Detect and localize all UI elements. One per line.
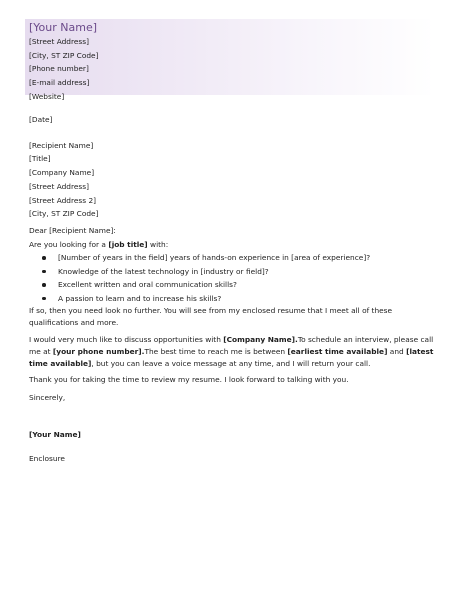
enclosure: Enclosure bbox=[29, 454, 65, 464]
paragraph-contact bbox=[29, 334, 439, 371]
recipient-company: [Company Name] bbox=[29, 168, 95, 178]
letter-date: [Date] bbox=[29, 115, 53, 125]
signature-text: [Your Name] bbox=[29, 430, 81, 440]
intro-text-end: with: bbox=[147, 239, 169, 249]
letter-body bbox=[29, 21, 439, 466]
contact-text: I would very much like to discuss opportunities with bbox=[29, 334, 224, 344]
sender-block bbox=[29, 21, 439, 104]
list-item-text: [Number of years in the field] years of hands-on experience in [area of experience]? bbox=[58, 253, 371, 263]
recipient-city: [City, ST ZIP Code] bbox=[29, 209, 99, 219]
phone-number: [your phone number]. bbox=[52, 346, 145, 356]
qualifications-list bbox=[29, 251, 439, 305]
bullet-icon bbox=[42, 270, 46, 274]
contact-text: and bbox=[387, 346, 407, 356]
contact-text: To schedule an interview, please call me at bbox=[29, 334, 434, 356]
sender-name: [Your Name] bbox=[29, 21, 98, 34]
recipient-name: [Recipient Name] bbox=[29, 140, 94, 150]
sender-city: [City, ST ZIP Code] bbox=[29, 50, 99, 60]
signature-name bbox=[29, 428, 439, 442]
closing: Sincerely, bbox=[29, 392, 66, 402]
latest-time: [latest time available] bbox=[29, 346, 434, 369]
intro-line bbox=[29, 238, 439, 252]
recipient-block bbox=[29, 139, 439, 221]
sender-website: [Website] bbox=[29, 91, 65, 101]
bullet-icon bbox=[42, 283, 46, 287]
company-name: [Company Name]. bbox=[223, 334, 298, 344]
contact-text: The best time to reach me is between bbox=[144, 346, 288, 356]
list-item bbox=[29, 265, 439, 278]
paragraph-thanks: Thank you for taking the time to review my resume. I look forward to talking with you. bbox=[29, 375, 349, 385]
list-item-text: Knowledge of the latest technology in [industry or field]? bbox=[58, 266, 269, 276]
list-item bbox=[29, 292, 439, 305]
list-item-text: A passion to learn and to increase his skills? bbox=[58, 293, 222, 303]
list-item-text: Excellent written and oral communication skills? bbox=[58, 280, 237, 290]
recipient-street: [Street Address] bbox=[29, 181, 90, 191]
recipient-street2: [Street Address 2] bbox=[29, 195, 97, 205]
contact-text: , but you can leave a voice message at any time, and I will return your call. bbox=[91, 359, 371, 369]
list-item bbox=[29, 251, 439, 264]
bullet-icon bbox=[42, 297, 46, 301]
bullet-icon bbox=[42, 256, 46, 260]
list-item bbox=[29, 278, 439, 291]
job-title: [job title] bbox=[108, 239, 148, 249]
sender-phone: [Phone number] bbox=[29, 64, 89, 74]
recipient-title: [Title] bbox=[29, 154, 51, 164]
salutation: Dear [Recipient Name]: bbox=[29, 225, 116, 235]
intro-text: Are you looking for a bbox=[29, 239, 109, 249]
sender-email: [E-mail address] bbox=[29, 78, 90, 88]
sender-street: [Street Address] bbox=[29, 37, 90, 46]
earliest-time: [earliest time available] bbox=[287, 346, 388, 356]
paragraph-qualifications: If so, then you need look no further. You will see from my enclosed resume that I meet all of these qualifications and more. bbox=[29, 305, 393, 328]
